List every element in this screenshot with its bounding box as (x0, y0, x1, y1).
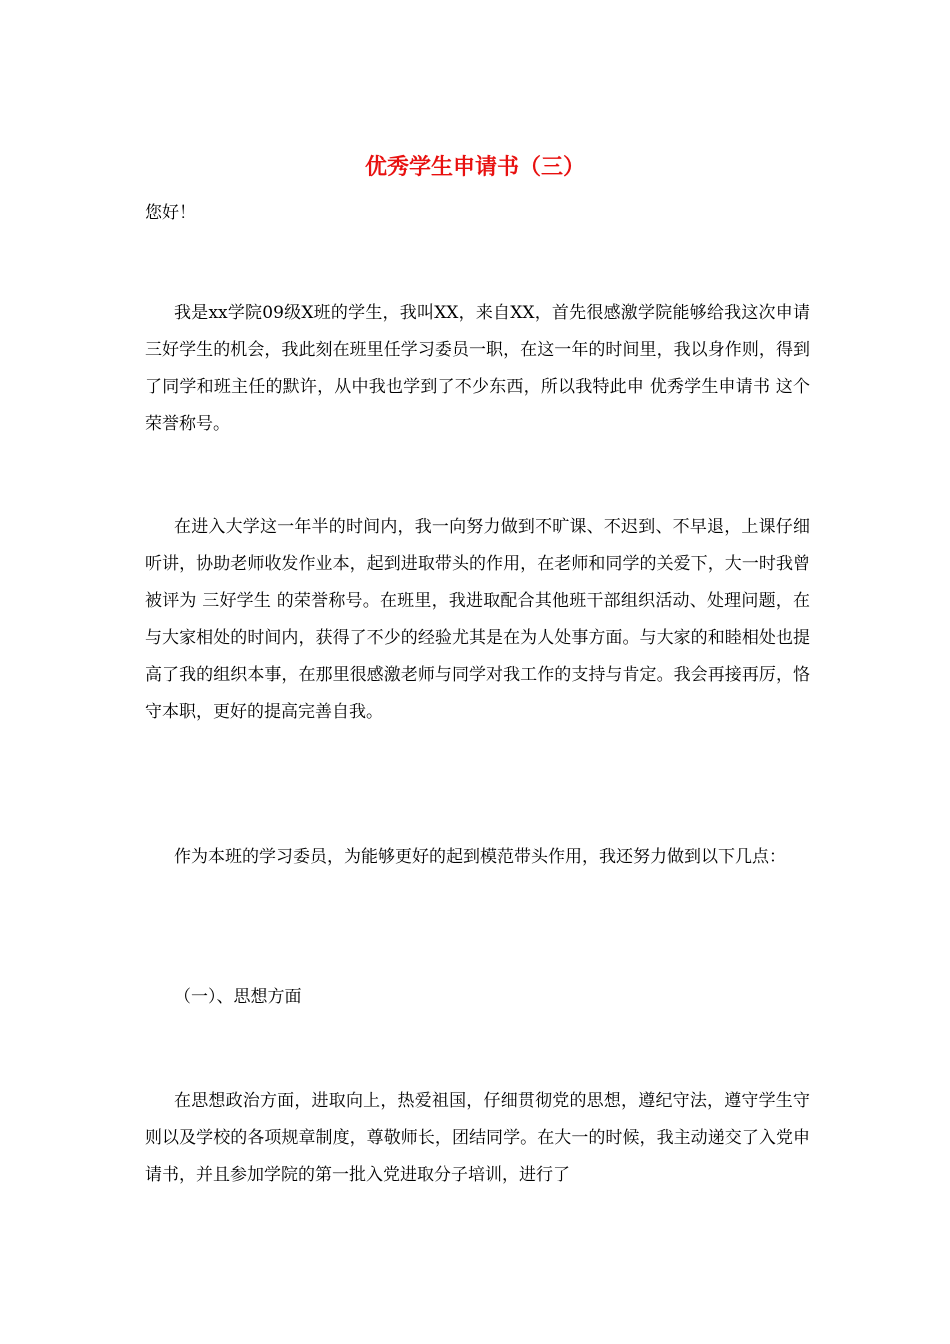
greeting: 您好！ (145, 203, 196, 223)
paragraph-study: 在进入大学这一年半的时间内，我一向努力做到不旷课、不迟到、不早退，上课仔细听讲，协助老师收发作业本，起到进取带头的作用，在老师和同学的关爱下，大一时我曾被评为 三好学生 的荣誉称号。在班里，我进取配合其他班干部组织活动、处理问题，在与大家相处的时间内，获得了不少的经验尤其是在为人处事方面。与大家的和睦相处也提高了我的组织本事，在那里很感激老师与同学对我工作的支持与肯定。我会再接再厉，恪守本职，更好的提高完善自我。 (145, 517, 810, 722)
section-heading-thought: （一）、思想方面 (174, 987, 302, 1007)
paragraph-thought: 在思想政治方面，进取向上，热爱祖国，仔细贯彻党的思想，遵纪守法，遵守学生守则以及学校的各项规章制度，尊敬师长，团结同学。在大一的时候，我主动递交了入党申请书，并且参加学院的第一批入党进取分子培训，进行了 (145, 1091, 810, 1185)
paragraph-duties: 作为本班的学习委员，为能够更好的起到模范带头作用，我还努力做到以下几点： (174, 847, 786, 867)
paragraph-intro: 我是xx学院09级X班的学生，我叫XX，来自XX，首先很感激学院能够给我这次申请三好学生的机会，我此刻在班里任学习委员一职，在这一年的时间里，我以身作则，得到了同学和班主任的默许，从中我也学到了不少东西，所以我特此申 优秀学生申请书 这个荣誉称号。 (145, 303, 810, 434)
document-title: 优秀学生申请书（三） (364, 155, 585, 180)
